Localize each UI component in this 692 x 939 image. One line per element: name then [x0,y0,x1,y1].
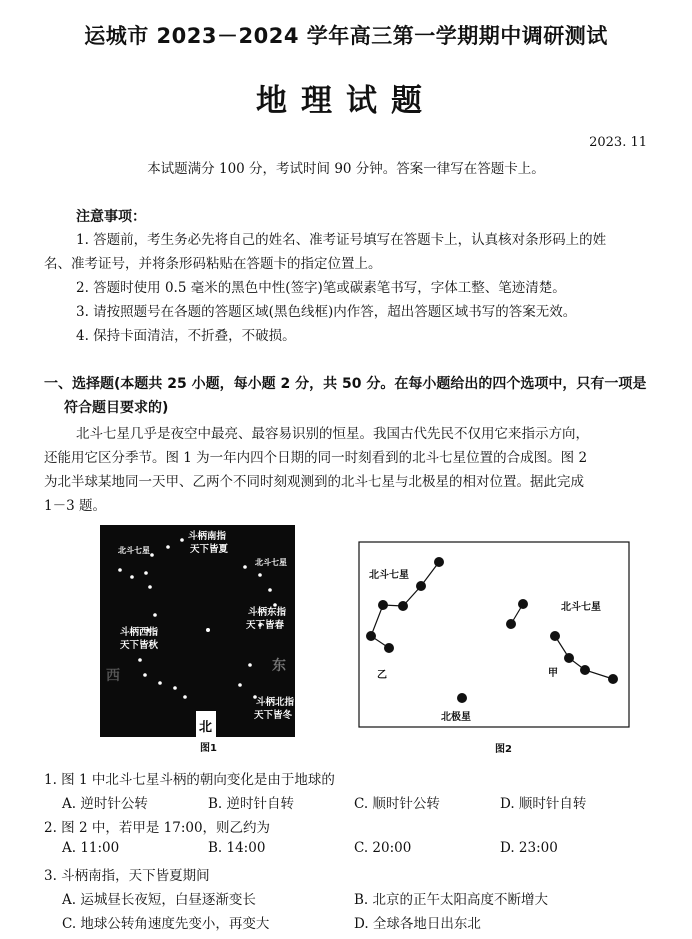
passage-line-1: 北斗七星几乎是夜空中最亮、最容易识别的恒星。我国古代先民不仅用它来指示方向， [76,426,589,442]
fig2-bigdipper-left: 北斗七星 [369,570,409,581]
question-1-option-c: C. 顺时针公转 [354,796,440,812]
question-1-stem: 1. 图 1 中北斗七星斗柄的朝向变化是由于地球的 [44,772,335,788]
question-3-option-c: C. 地球公转角速度先变小，再变大 [62,916,270,932]
note-item-1-line-1: 1. 答题前，考生务必先将自己的姓名、准考证号填写在答题卡上，认真核对条形码上的姓 [76,232,607,248]
note-item-4: 4. 保持卡面清洁，不折叠，不破损。 [76,328,296,344]
notes-title: 注意事项： [76,209,146,225]
question-3-option-a: A. 运城昼长夜短，白昼逐渐变长 [62,892,256,908]
section-heading-line-1: 一、选择题(本题共 25 小题，每小题 2 分，共 50 分。在每小题给出的四个选项中，只有一项是 [44,376,647,392]
fig2-bigdipper-right: 北斗七星 [561,602,601,613]
fig1-label-summer-1: 斗柄南指 [188,531,227,542]
exam-title: 运城市 2023－2024 学年高三第一学期期中调研测试 [84,24,608,48]
fig1-label-spring-1: 斗柄东指 [248,607,287,618]
fig1-label-winter-2: 天下皆冬 [254,710,293,721]
question-2-option-c: C. 20:00 [354,840,412,856]
question-2-option-d: D. 23:00 [500,840,558,856]
fig1-west-label: 西 [106,668,120,684]
question-1-option-d: D. 顺时针自转 [500,796,587,812]
figure-1-caption: 图1 [200,743,217,754]
passage-line-3: 为北半球某地同一天甲、乙两个不同时刻观测到的北斗七星与北极星的相对位置。据此完成 [44,474,584,490]
question-2-option-a: A. 11:00 [62,840,120,856]
fig2-yi-label: 乙 [377,670,387,681]
fig1-bigdipper-topleft: 北斗七星 [118,546,150,555]
question-1-option-b: B. 逆时针自转 [208,796,295,812]
question-1-option-a: A. 逆时针公转 [62,796,148,812]
fig2-jia-label: 甲 [548,668,558,679]
fig2-polaris-label: 北极星 [441,712,471,723]
fig1-label-winter-1: 斗柄北指 [256,697,295,708]
fig1-bigdipper-topright: 北斗七星 [255,558,287,567]
question-3-option-b: B. 北京的正午太阳高度不断增大 [354,892,549,908]
question-2-option-b: B. 14:00 [208,840,266,856]
exam-date: 2023. 11 [589,135,647,150]
section-heading-line-2: 符合题目要求的) [64,400,169,416]
note-item-3: 3. 请按照题号在各题的答题区域(黑色线框)内作答，超出答题区域书写的答案无效。 [76,304,577,320]
passage-line-4: 1－3 题。 [44,498,106,514]
figure-1-bigdipper-seasons [100,525,295,755]
figure-2-polaris-star [457,693,467,703]
passage-line-2: 还能用它区分季节。图 1 为一年内四个日期的同一时刻看到的北斗七星位置的合成图。图 2 [44,450,588,466]
fig1-label-spring-2: 天下皆春 [246,620,285,631]
note-item-1-line-2: 名、准考证号，并将条形码粘贴在答题卡的指定位置上。 [44,256,382,272]
fig1-label-autumn-2: 天下皆秋 [120,640,159,651]
note-item-2: 2. 答题时使用 0.5 毫米的黑色中性(签字)笔或碳素笔书写，字体工整、笔迹清楚。 [76,280,566,296]
figure-2-bigdipper-polaris [355,538,635,763]
figure-2-caption: 图2 [495,744,512,755]
question-3-stem: 3. 斗柄南指，天下皆夏期间 [44,868,210,884]
exam-intro: 本试题满分 100 分，考试时间 90 分钟。答案一律写在答题卡上。 [147,161,545,177]
question-2-stem: 2. 图 2 中，若甲是 17:00，则乙约为 [44,820,271,836]
fig1-label-autumn-1: 斗柄西指 [120,627,159,638]
fig1-label-summer-2: 天下皆夏 [190,544,229,555]
fig1-north-label: 北 [199,720,213,735]
subject-title: 地理试题 [256,83,436,119]
question-3-option-d: D. 全球各地日出东北 [354,916,481,932]
fig1-east-label: 东 [272,658,286,674]
